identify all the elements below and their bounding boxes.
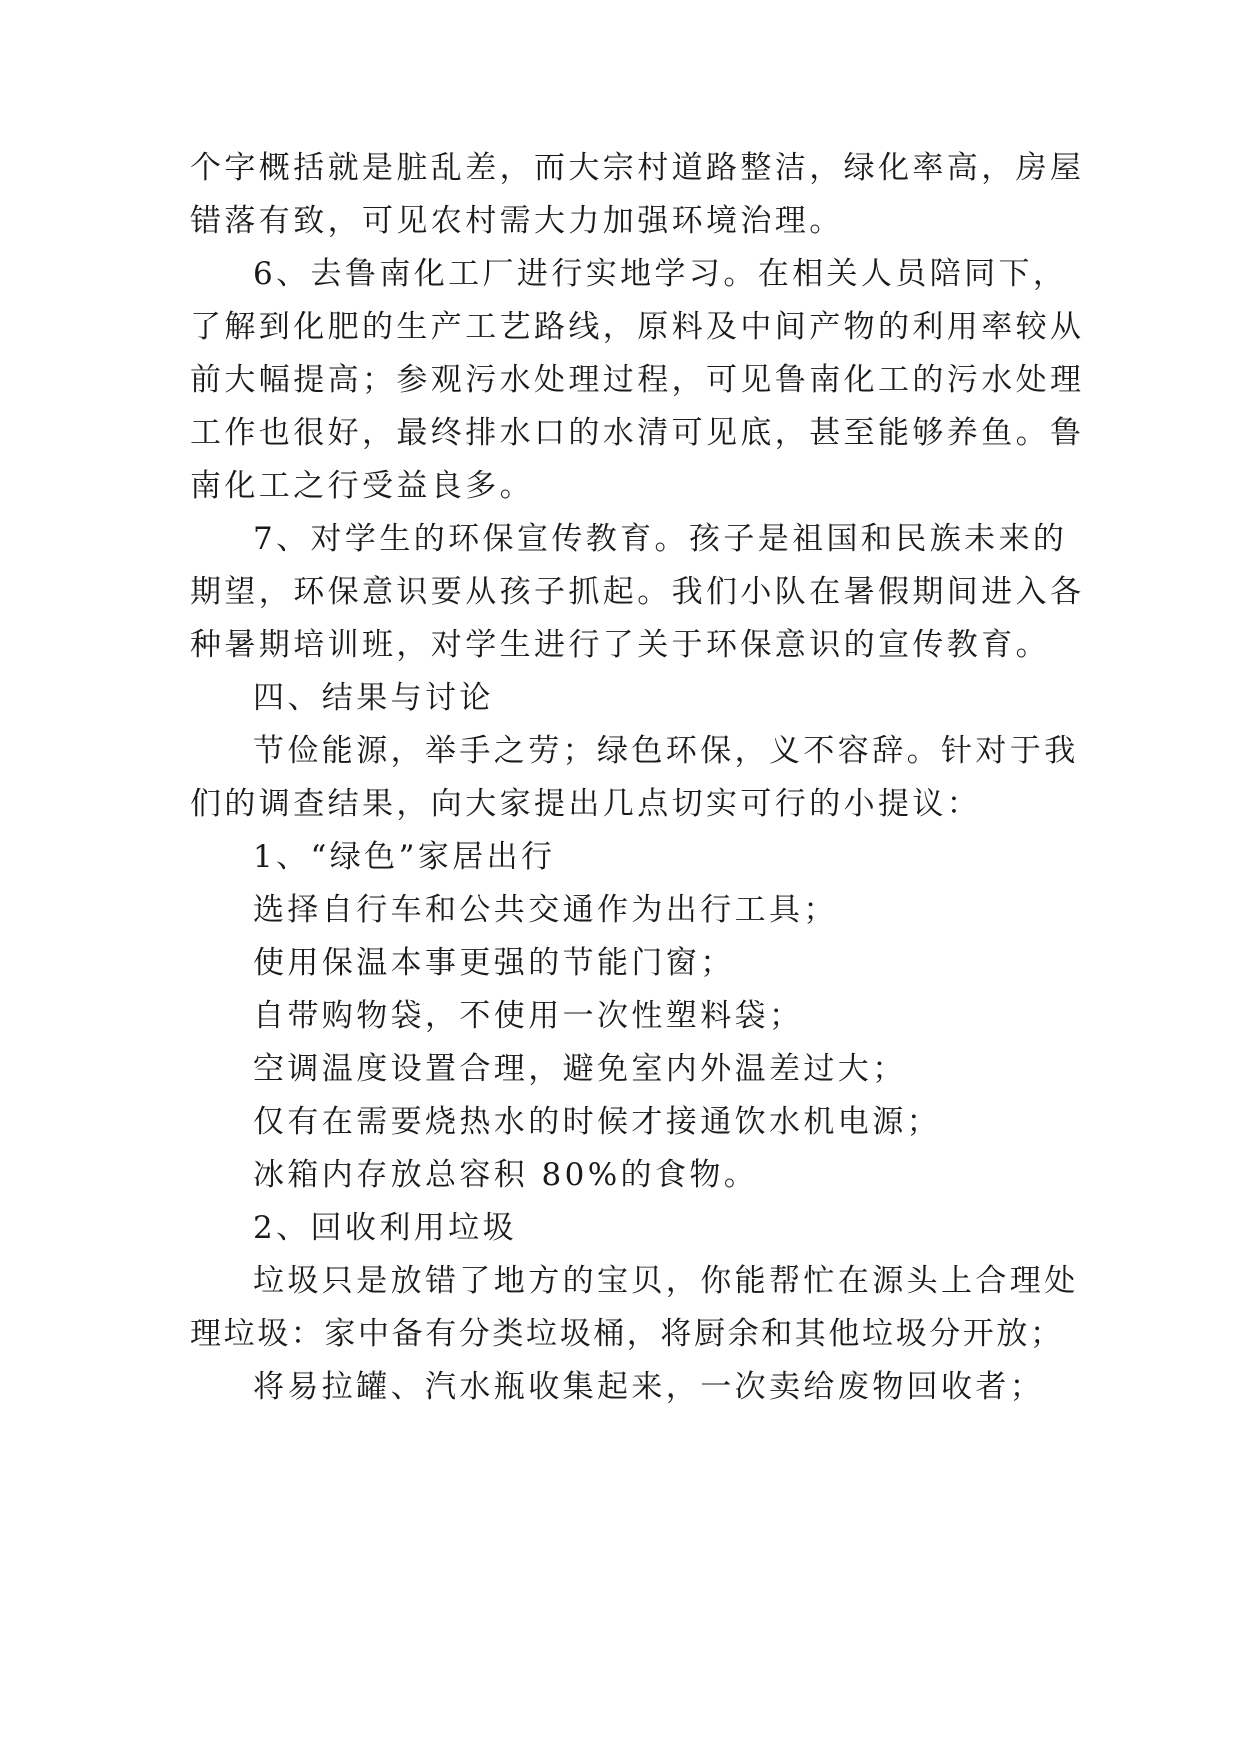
paragraph-line: 节俭能源，举手之劳；绿色环保，义不容辞。针对于我 — [253, 733, 1079, 769]
paragraph-line: 6、去鲁南化工厂进行实地学习。在相关人员陪同下， — [253, 256, 1068, 292]
paragraph-line: 错落有致，可见农村需大力加强环境治理。 — [190, 203, 844, 239]
subsection-heading: 2、回收利用垃圾 — [253, 1210, 517, 1246]
paragraph-line: 垃圾只是放错了地方的宝贝，你能帮忙在源头上合理处 — [253, 1263, 1079, 1299]
list-item: 自带购物袋，不使用一次性塑料袋； — [253, 998, 804, 1034]
paragraph-line: 南化工之行受益良多。 — [190, 468, 534, 504]
list-item: 仅有在需要烧热水的时候才接通饮水机电源； — [253, 1104, 941, 1140]
list-item: 冰箱内存放总容积 80%的食物。 — [253, 1157, 759, 1193]
paragraph-line: 将易拉罐、汽水瓶收集起来，一次卖给废物回收者； — [253, 1369, 1045, 1405]
paragraph-line: 们的调查结果，向大家提出几点切实可行的小提议： — [190, 786, 982, 822]
paragraph-line: 前大幅提高；参观污水处理过程，可见鲁南化工的污水处理 — [190, 362, 1085, 398]
list-item: 使用保温本事更强的节能门窗； — [253, 945, 735, 981]
paragraph-line: 工作也很好，最终排水口的水清可见底，甚至能够养鱼。鲁 — [190, 415, 1085, 451]
paragraph-line: 了解到化肥的生产工艺路线，原料及中间产物的利用率较从 — [190, 309, 1085, 345]
paragraph-line: 7、对学生的环保宣传教育。孩子是祖国和民族未来的 — [253, 521, 1068, 557]
list-item: 选择自行车和公共交通作为出行工具； — [253, 892, 838, 928]
paragraph-line: 种暑期培训班，对学生进行了关于环保意识的宣传教育。 — [190, 627, 1050, 663]
paragraph-line: 期望，环保意识要从孩子抓起。我们小队在暑假期间进入各 — [190, 574, 1085, 610]
paragraph-line: 个字概括就是脏乱差，而大宗村道路整洁，绿化率高，房屋 — [190, 150, 1085, 186]
section-heading: 四、结果与讨论 — [253, 680, 494, 716]
list-item: 空调温度设置合理，避免室内外温差过大； — [253, 1051, 907, 1087]
subsection-heading: 1、“绿色”家居出行 — [253, 839, 556, 875]
paragraph-line: 理垃圾：家中备有分类垃圾桶，将厨余和其他垃圾分开放； — [190, 1316, 1064, 1352]
